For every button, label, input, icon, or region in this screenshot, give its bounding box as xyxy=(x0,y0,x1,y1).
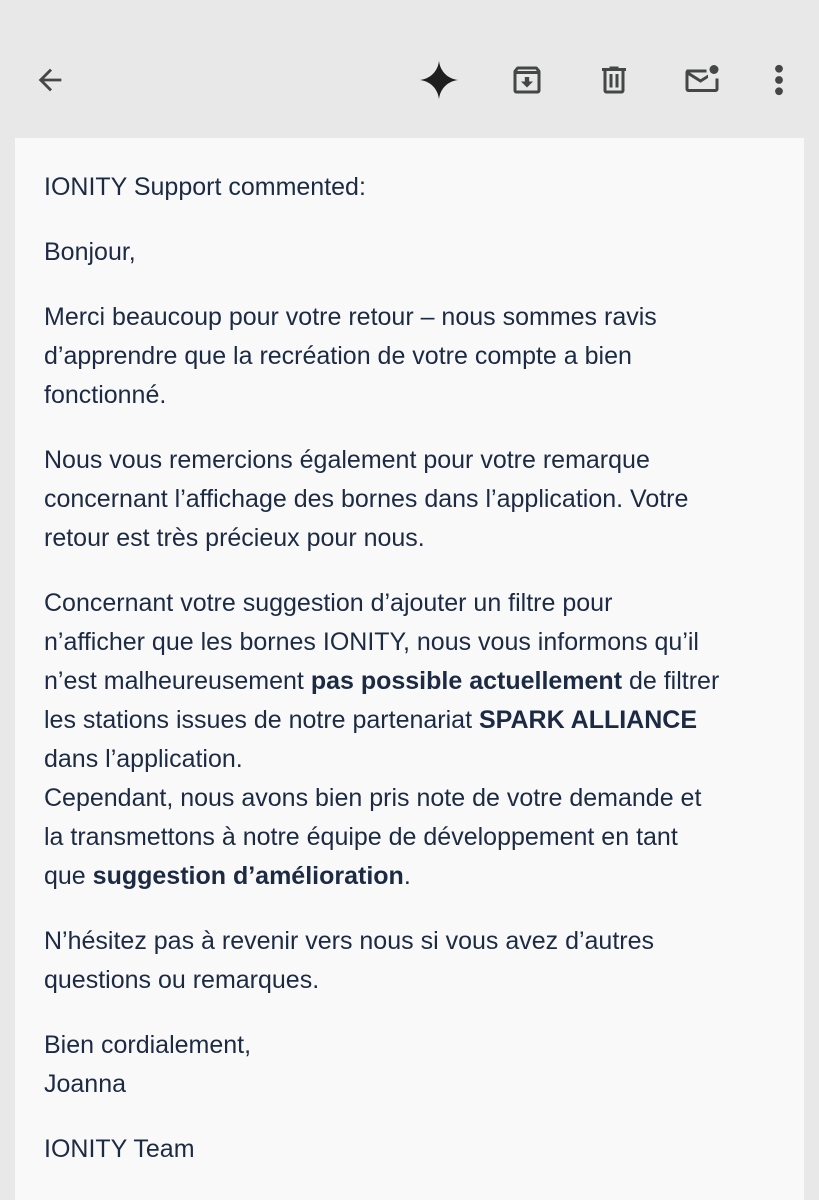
archive-icon xyxy=(509,62,545,98)
paragraph-contact: N’hésitez pas à revenir vers nous si vous avez d’autres questions ou remarques. xyxy=(44,927,655,994)
greeting: Bonjour, xyxy=(44,238,136,266)
emphasis-spark-alliance: SPARK ALLIANCE xyxy=(478,706,698,734)
arrow-back-icon xyxy=(33,63,67,97)
mark-unread-button[interactable] xyxy=(674,52,730,108)
signature: Bien cordialement, Joanna xyxy=(44,1031,252,1098)
trash-icon xyxy=(596,62,632,98)
sparkle-icon xyxy=(418,59,460,101)
emphasis-improvement: suggestion d’amélioration xyxy=(92,862,404,890)
emphasis-not-possible: pas possible actuellement xyxy=(310,667,623,695)
intro-line: IONITY Support commented: xyxy=(44,173,366,201)
top-app-bar xyxy=(0,0,819,138)
email-card xyxy=(15,138,804,1200)
paragraph-remark: Nous vous remercions également pour votre remarque concernant l’affichage des bornes dans l’application. Votre retour est très précieux pour nous. xyxy=(44,446,689,552)
archive-button[interactable] xyxy=(499,52,555,108)
back-button[interactable] xyxy=(22,52,78,108)
email-body xyxy=(44,168,784,1195)
paragraph-thanks: Merci beaucoup pour votre retour – nous sommes ravis d’apprendre que la recréation de votre compte a bien fonctionné. xyxy=(44,303,657,409)
delete-button[interactable] xyxy=(586,52,642,108)
more-options-button[interactable] xyxy=(751,52,807,108)
team-name: IONITY Team xyxy=(44,1135,195,1163)
gemini-button[interactable] xyxy=(411,52,467,108)
paragraph-suggestion: Concernant votre suggestion d’ajouter un filtre pour n’afficher que les bornes IONITY, nous vous informons qu’il n’est malheureusement pas possible actuellement de filtrer les stations issues de notre partenariat SPARK ALLIANCE dans l’application. Cependant, nous avons bien pris note de votre demande et la transmettons à notre équipe de développement en tant que suggestion d’amélioration. xyxy=(44,589,720,890)
mark-unread-icon xyxy=(682,62,722,98)
more-vert-icon xyxy=(767,62,791,98)
